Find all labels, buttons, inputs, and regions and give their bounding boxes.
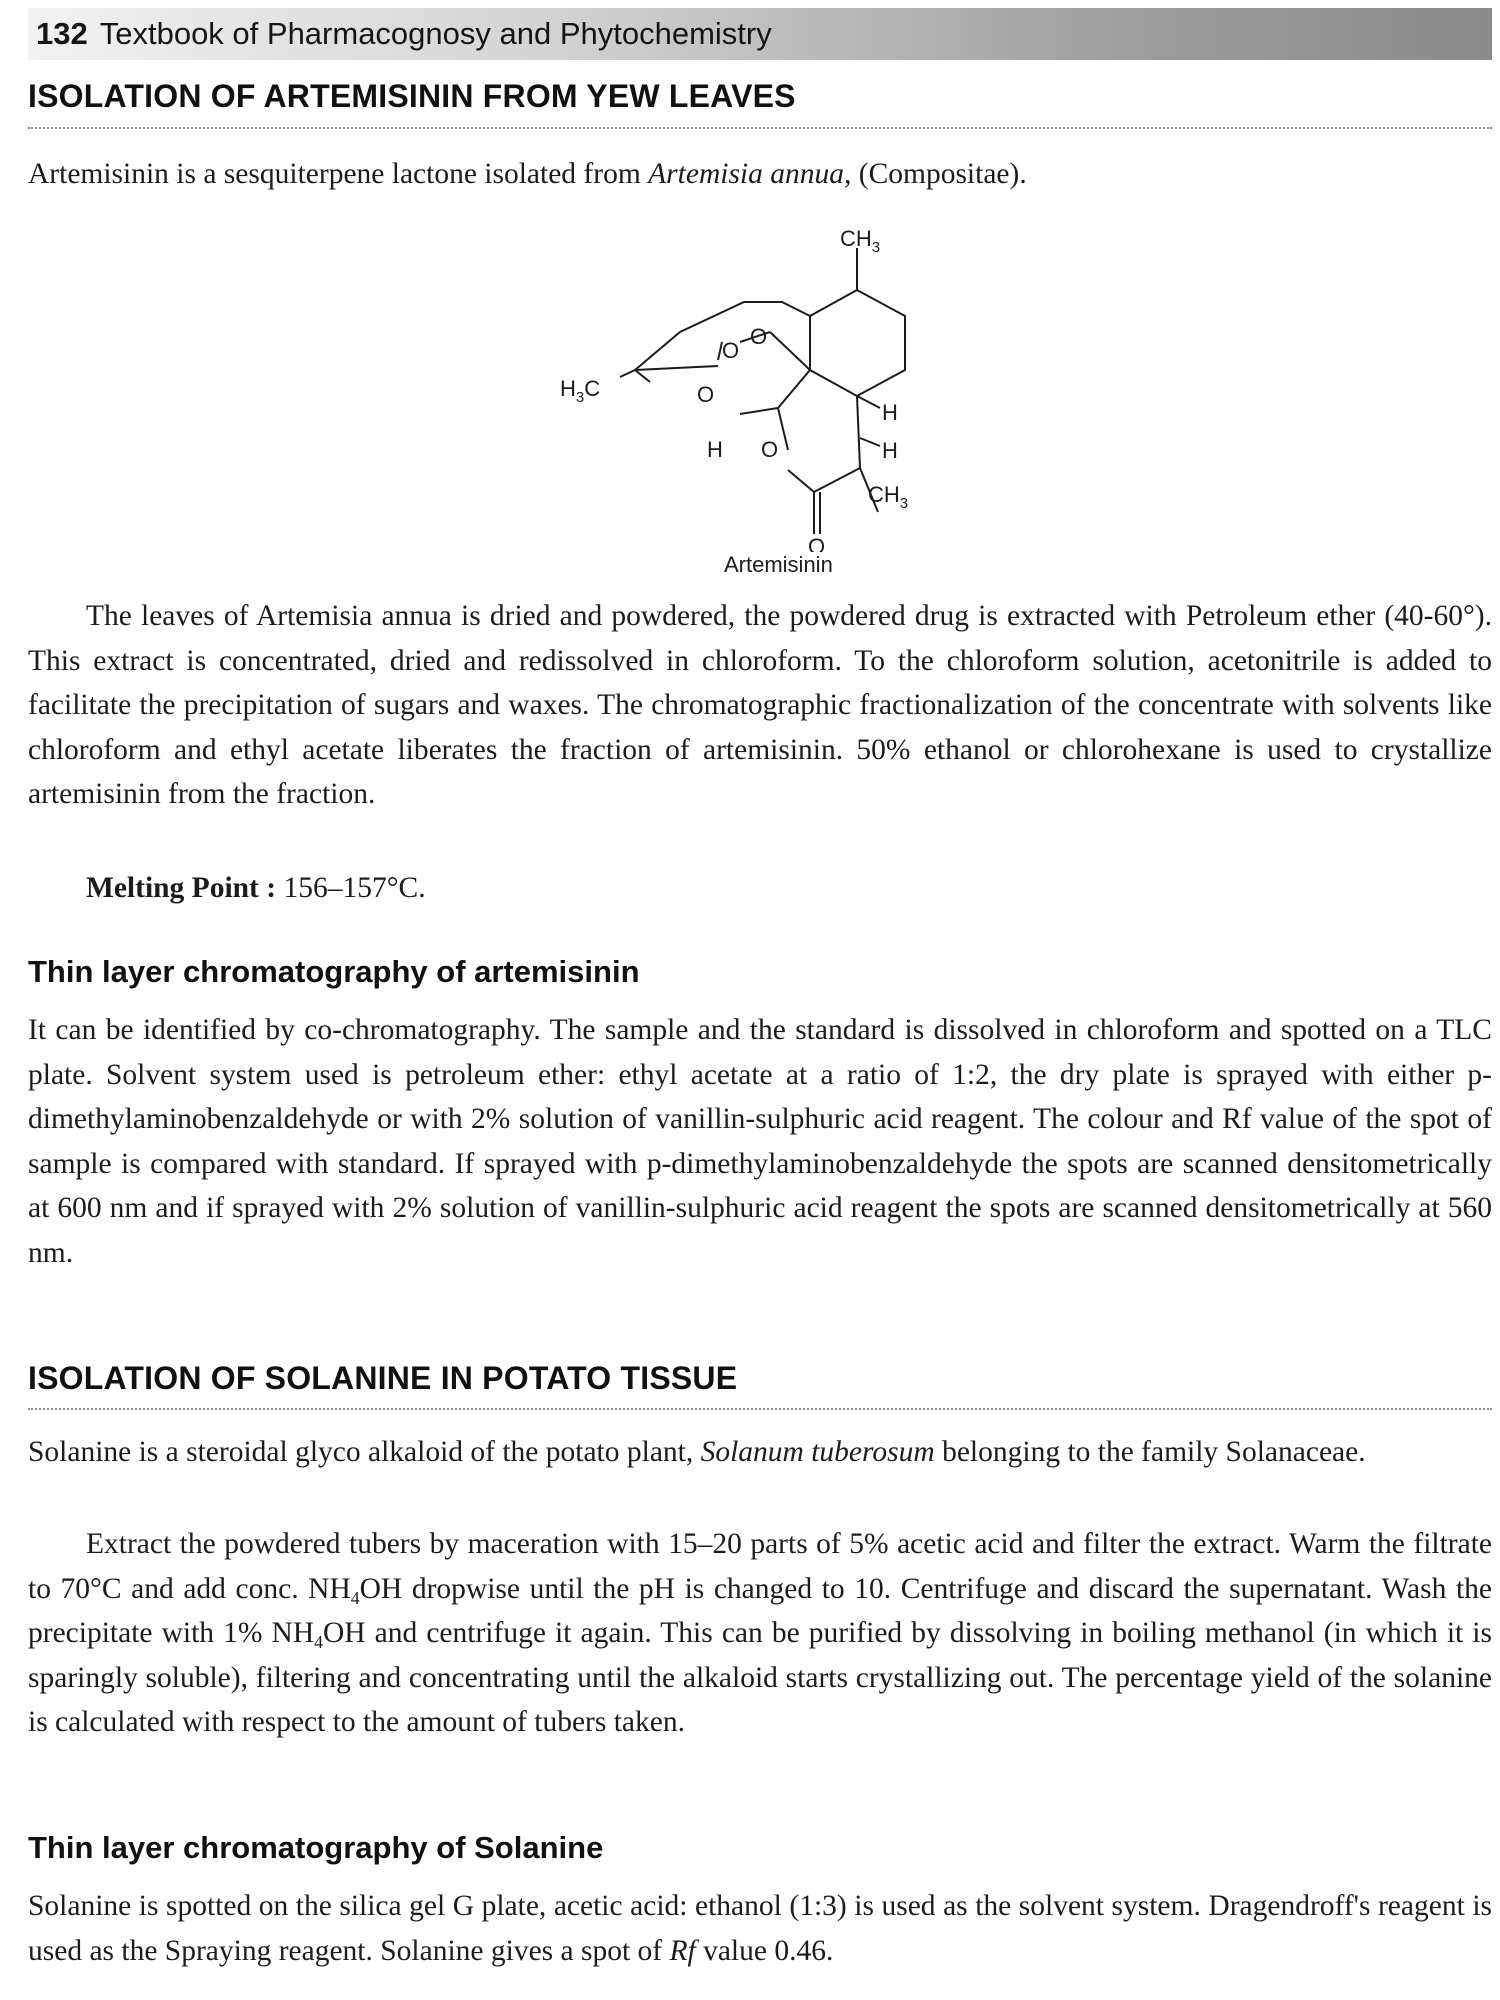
ring-oxygen: O: [697, 382, 715, 407]
artemisinin-procedure: The leaves of Artemisia annua is dried and powdered, the powdered drug is extracted with Petroleum ether (40-60°). This extract is concentrated, dried and redissolved in chloroform. To the chloroform solution, acetonitrile is added to facilitate the precipitation of sugars and waxes. The chromatographic fractionalization of the concentrate with solvents like chloroform and ethyl acetate liberates the fraction of artemisinin. 50% ethanol or chlorohexane is used to crystallize artemisinin from the fraction.: [28, 600, 1492, 810]
artemisinin-tlc-heading: Thin layer chromatography of artemisinin: [28, 954, 640, 989]
ch3-top-label: $CH_3$: [840, 226, 881, 256]
procedure-text: Extract the powdered tubers by maceration with 15–20 parts of 5% acetic acid and filter the extract. Warm the filtrate to 70°C and add conc. NH: [28, 1528, 1492, 1605]
structure-caption: Artemisinin: [724, 552, 833, 577]
lactone-oxygen: O: [761, 437, 779, 462]
species-name: Solanum tuberosum: [700, 1436, 935, 1468]
peroxide-o-right: O: [750, 324, 768, 349]
h-right-label-1: H: [882, 400, 898, 425]
section-divider: [28, 1408, 1492, 1410]
melting-point: [28, 866, 1492, 911]
solanine-tlc-heading: Thin layer chromatography of Solanine: [28, 1830, 604, 1865]
carbonyl-oxygen: O: [808, 534, 826, 552]
tlc-text: Solanine is spotted on the silica gel G plate, acetic acid: ethanol (1:3) is used as the solvent system. Dragendroff's reagent is used as the Spraying reagent. Solanine gives a spot of: [28, 1890, 1492, 1967]
tlc-text-end: value 0.46.: [695, 1934, 834, 1967]
procedure-text: OH and centrifuge it again. This can be purified by dissolving in boiling methanol (in which it is sparingly soluble), filtering and concentrating until the alkaloid starts crystallizing out. The percentage yield of the solanine is calculated with respect to the amount of tubers taken.: [28, 1617, 1492, 1738]
artemisinin-intro: [28, 152, 1492, 197]
running-header: [28, 8, 1492, 60]
artemisinin-structure-diagram: [560, 212, 980, 552]
structure-svg: [560, 212, 980, 552]
solanine-heading: ISOLATION OF SOLANINE IN POTATO TISSUE: [28, 1360, 738, 1396]
ch3-bottom-label: $CH_3$: [868, 482, 909, 512]
h3c-label: $H_3C$: [560, 376, 601, 406]
solanine-tlc-text: [28, 1884, 1492, 1973]
book-title: Textbook of Pharmacognosy and Phytochemistry: [99, 16, 772, 51]
subscript: 4: [314, 1632, 323, 1652]
intro-text: Artemisinin is a sesquiterpene lactone isolated from: [28, 158, 649, 190]
intro-text: Solanine is a steroidal glyco alkaloid of the potato plant,: [28, 1436, 701, 1468]
solanine-intro: [28, 1430, 1492, 1475]
artemisinin-tlc-text: It can be identified by co-chromatography. The sample and the standard is dissolved in chloroform and spotted on a TLC plate. Solvent system used is petroleum ether: ethyl acetate at a ratio of 1:2, the dry plate is sprayed with either p-dimethylaminobenzaldehyde or with 2% solution of vanillin-sulphuric acid reagent. The colour and Rf value of the spot of sample is compared with standard. If sprayed with p-dimethylaminobenzaldehyde the spots are scanned densitometrically at 600 nm and if sprayed with 2% solution of vanillin-sulphuric acid reagent the spots are scanned densitometrically at 560 nm.: [28, 1014, 1492, 1269]
h-right-label-2: H: [882, 438, 898, 463]
melting-point-value: 156–157°C.: [283, 872, 426, 904]
melting-point-label: Melting Point :: [86, 872, 277, 904]
subscript: 4: [350, 1587, 360, 1608]
bond-lines: [620, 248, 905, 534]
rf-symbol: Rf: [669, 1934, 696, 1967]
artemisinin-heading: ISOLATION OF ARTEMISININ FROM YEW LEAVES: [28, 78, 796, 114]
h-left-label: H: [707, 437, 723, 462]
solanine-procedure: [28, 1522, 1492, 1745]
intro-text-end: belonging to the family Solanaceae.: [934, 1436, 1366, 1468]
peroxide-o-left: O: [722, 338, 740, 363]
section-divider: [28, 127, 1492, 129]
species-name: Artemisia annua,: [648, 158, 852, 190]
page-number: 132: [36, 16, 88, 51]
procedure-text: OH dropwise until the pH is changed to 10. Centrifuge and discard the supernatant. Wash the precipitate with 1% NH: [28, 1572, 1492, 1649]
intro-text-end: (Compositae).: [851, 158, 1027, 190]
